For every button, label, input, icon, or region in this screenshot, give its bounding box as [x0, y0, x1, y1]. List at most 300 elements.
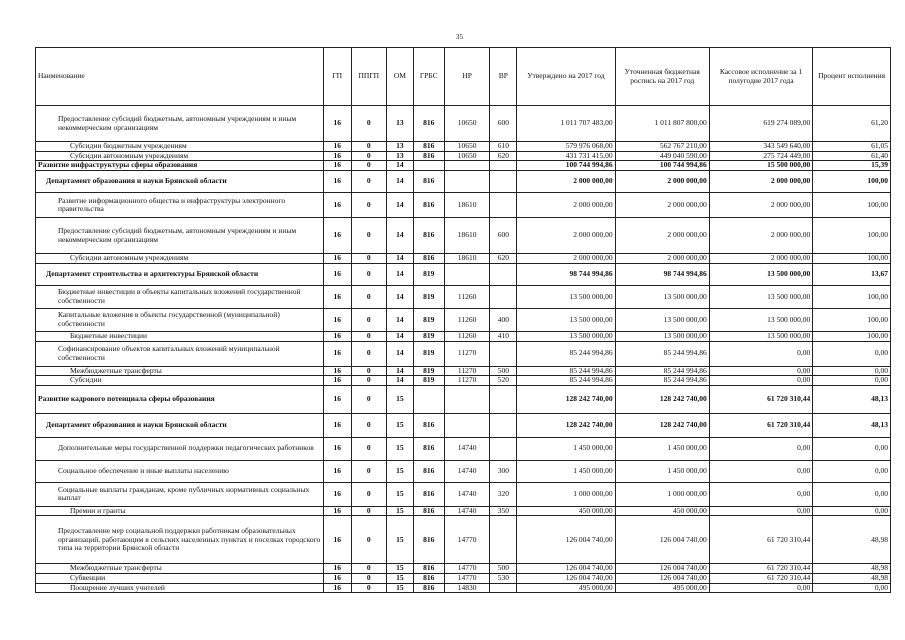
table-cell-name: Департамент строительства и архитектуры Брянской области [36, 263, 324, 285]
table-cell-refined: 449 040 590,00 [615, 151, 709, 161]
table-cell-cash: 0,00 [709, 437, 813, 460]
header-om: ОМ [386, 48, 413, 106]
table-cell-name: Бюджетные инвестиции в объекты капитальных вложений государственной собственности [36, 285, 324, 308]
table-cell-gp: 16 [323, 482, 351, 506]
table-row [36, 506, 891, 516]
table-cell-om: 14 [386, 308, 413, 331]
table-cell-grbs: 819 [413, 376, 444, 386]
table-row [36, 218, 891, 254]
table-cell-refined: 495 000,00 [615, 583, 709, 593]
table-cell-cash: 13 500 000,00 [709, 285, 813, 308]
table-cell-cash: 13 500 000,00 [709, 263, 813, 285]
header-percent: Процент исполнения [813, 48, 891, 106]
table-row [36, 254, 891, 264]
table-cell-approved: 1 011 707 483,00 [517, 106, 615, 142]
table-cell-cash: 15 500 000,00 [709, 161, 813, 171]
table-row [36, 341, 891, 366]
table-cell-ppgp: 0 [351, 263, 386, 285]
table-cell-cash: 61 720 310,44 [709, 385, 813, 413]
table-cell-grbs: 816 [413, 413, 444, 437]
table-cell-approved: 128 242 740,00 [517, 385, 615, 413]
table-cell-vr: 320 [490, 482, 517, 506]
table-row [36, 460, 891, 482]
table-cell-nr: 18610 [444, 193, 490, 218]
table-cell-cash: 343 549 640,00 [709, 142, 813, 152]
table-cell-name: Социальное обеспечение и иные выплаты населению [36, 460, 324, 482]
table-cell-percent: 61,05 [813, 142, 891, 152]
header-refined: Уточненная бюджетная роспись на 2017 год [615, 48, 709, 106]
table-cell-gp: 16 [323, 376, 351, 386]
table-cell-cash: 61 720 310,44 [709, 516, 813, 564]
table-cell-refined: 13 500 000,00 [615, 285, 709, 308]
table-cell-ppgp: 0 [351, 413, 386, 437]
table-row [36, 193, 891, 218]
table-cell-vr [490, 161, 517, 171]
table-cell-nr: 10650 [444, 151, 490, 161]
table-cell-refined: 13 500 000,00 [615, 308, 709, 331]
table-cell-grbs [413, 385, 444, 413]
table-cell-om: 13 [386, 106, 413, 142]
table-cell-grbs: 816 [413, 506, 444, 516]
table-cell-nr: 14740 [444, 506, 490, 516]
table-cell-refined: 2 000 000,00 [615, 254, 709, 264]
table-cell-cash: 2 000 000,00 [709, 193, 813, 218]
table-cell-refined: 13 500 000,00 [615, 331, 709, 341]
table-cell-gp: 16 [323, 437, 351, 460]
table-cell-percent: 100,00 [813, 285, 891, 308]
table-cell-om: 14 [386, 376, 413, 386]
table-cell-refined: 2 000 000,00 [615, 171, 709, 193]
table-cell-nr [444, 263, 490, 285]
table-cell-om: 14 [386, 193, 413, 218]
table-cell-ppgp: 0 [351, 285, 386, 308]
table-row [36, 516, 891, 564]
table-cell-ppgp: 0 [351, 341, 386, 366]
table-cell-ppgp: 0 [351, 366, 386, 376]
table-cell-percent: 100,00 [813, 331, 891, 341]
table-cell-ppgp: 0 [351, 218, 386, 254]
table-cell-vr [490, 193, 517, 218]
header-ppgp: ППГП [351, 48, 386, 106]
table-row [36, 376, 891, 386]
table-cell-name: Департамент образования и науки Брянской области [36, 413, 324, 437]
table-row [36, 161, 891, 171]
table-cell-grbs: 816 [413, 218, 444, 254]
table-cell-percent: 48,13 [813, 385, 891, 413]
page-number: 35 [456, 33, 463, 41]
table-cell-vr: 620 [490, 254, 517, 264]
table-cell-nr: 18610 [444, 254, 490, 264]
table-cell-gp: 16 [323, 583, 351, 593]
table-row [36, 583, 891, 593]
table-cell-ppgp: 0 [351, 574, 386, 584]
table-cell-gp: 16 [323, 460, 351, 482]
table-cell-cash: 61 720 310,44 [709, 574, 813, 584]
table-cell-name: Бюджетные инвестиции [36, 331, 324, 341]
table-cell-vr: 620 [490, 151, 517, 161]
table-cell-name: Развитие инфраструктуры сферы образования [36, 161, 324, 171]
table-cell-approved: 85 244 994,86 [517, 376, 615, 386]
table-cell-refined: 1 000 000,00 [615, 482, 709, 506]
table-cell-approved: 128 242 740,00 [517, 413, 615, 437]
table-cell-cash: 0,00 [709, 583, 813, 593]
table-cell-name: Поощрение лучших учителей [36, 583, 324, 593]
table-cell-grbs: 816 [413, 574, 444, 584]
header-approved: Утверждено на 2017 год [517, 48, 615, 106]
table-cell-nr: 10650 [444, 142, 490, 152]
table-cell-cash: 13 500 000,00 [709, 331, 813, 341]
table-cell-percent: 100,00 [813, 171, 891, 193]
table-cell-name: Капитальные вложения в объекты государственной (муниципальной) собственности [36, 308, 324, 331]
table-row [36, 151, 891, 161]
table-cell-gp: 16 [323, 106, 351, 142]
table-cell-percent: 0,00 [813, 460, 891, 482]
table-cell-vr: 600 [490, 106, 517, 142]
table-cell-refined: 2 000 000,00 [615, 218, 709, 254]
table-cell-nr: 14770 [444, 574, 490, 584]
table-cell-approved: 85 244 994,86 [517, 366, 615, 376]
table-cell-grbs: 819 [413, 308, 444, 331]
table-cell-cash: 2 000 000,00 [709, 171, 813, 193]
table-cell-ppgp: 0 [351, 482, 386, 506]
table-cell-ppgp: 0 [351, 376, 386, 386]
table-cell-ppgp: 0 [351, 308, 386, 331]
table-cell-percent: 0,00 [813, 366, 891, 376]
table-cell-approved: 2 000 000,00 [517, 254, 615, 264]
table-cell-nr: 11270 [444, 376, 490, 386]
table-cell-nr: 14740 [444, 460, 490, 482]
table-cell-om: 15 [386, 574, 413, 584]
table-cell-nr [444, 171, 490, 193]
table-cell-grbs [413, 161, 444, 171]
table-cell-cash: 0,00 [709, 506, 813, 516]
table-cell-grbs: 816 [413, 106, 444, 142]
table-cell-approved: 13 500 000,00 [517, 331, 615, 341]
table-cell-grbs: 816 [413, 171, 444, 193]
table-cell-grbs: 819 [413, 366, 444, 376]
table-cell-grbs: 816 [413, 482, 444, 506]
table-cell-ppgp: 0 [351, 106, 386, 142]
table-cell-percent: 15,39 [813, 161, 891, 171]
table-cell-nr: 14770 [444, 564, 490, 574]
table-cell-vr [490, 516, 517, 564]
table-cell-grbs: 816 [413, 254, 444, 264]
table-cell-vr: 520 [490, 376, 517, 386]
table-cell-approved: 1 450 000,00 [517, 437, 615, 460]
table-cell-approved: 126 004 740,00 [517, 564, 615, 574]
table-cell-om: 15 [386, 385, 413, 413]
table-cell-gp: 16 [323, 516, 351, 564]
table-row [36, 482, 891, 506]
table-cell-name: Департамент образования и науки Брянской области [36, 171, 324, 193]
table-cell-nr [444, 385, 490, 413]
table-cell-ppgp: 0 [351, 583, 386, 593]
table-cell-vr: 300 [490, 460, 517, 482]
table-cell-approved: 98 744 994,86 [517, 263, 615, 285]
budget-table [35, 47, 891, 593]
table-cell-name: Предоставление мер социальной поддержки работникам образовательных организаций, работающим в сельских населенных пунктах и поселках городского типа на территории Брянской области [36, 516, 324, 564]
table-cell-refined: 100 744 994,86 [615, 161, 709, 171]
table-cell-refined: 126 004 740,00 [615, 574, 709, 584]
table-cell-approved: 1 000 000,00 [517, 482, 615, 506]
table-cell-name: Развитие кадрового потенциала сферы образования [36, 385, 324, 413]
table-cell-vr: 400 [490, 308, 517, 331]
table-cell-percent: 61,20 [813, 106, 891, 142]
table-cell-approved: 2 000 000,00 [517, 171, 615, 193]
table-cell-refined: 450 000,00 [615, 506, 709, 516]
table-cell-percent: 100,00 [813, 254, 891, 264]
table-row [36, 331, 891, 341]
table-cell-gp: 16 [323, 285, 351, 308]
table-cell-nr [444, 161, 490, 171]
table-cell-ppgp: 0 [351, 254, 386, 264]
table-cell-cash: 61 720 310,44 [709, 564, 813, 574]
table-cell-name: Предоставление субсидий бюджетным, автономным учреждениям и иным некоммерческим организациям [36, 218, 324, 254]
table-cell-nr: 11270 [444, 366, 490, 376]
table-cell-cash: 0,00 [709, 376, 813, 386]
table-cell-vr: 530 [490, 574, 517, 584]
table-row [36, 263, 891, 285]
table-cell-vr: 600 [490, 218, 517, 254]
table-cell-cash: 0,00 [709, 482, 813, 506]
table-cell-percent: 0,00 [813, 437, 891, 460]
table-cell-refined: 562 767 210,00 [615, 142, 709, 152]
table-cell-grbs: 816 [413, 516, 444, 564]
table-cell-percent: 0,00 [813, 506, 891, 516]
header-gp: ГП [323, 48, 351, 106]
table-cell-ppgp: 0 [351, 385, 386, 413]
table-cell-name: Премии и гранты [36, 506, 324, 516]
table-cell-name: Развитие информационного общества и инфраструктуры электронного правительства [36, 193, 324, 218]
table-row [36, 564, 891, 574]
header-name: Наименование [36, 48, 324, 106]
table-cell-nr: 11270 [444, 341, 490, 366]
table-cell-gp: 16 [323, 151, 351, 161]
table-cell-nr: 11260 [444, 308, 490, 331]
table-cell-grbs: 816 [413, 564, 444, 574]
table-cell-refined: 85 244 994,86 [615, 341, 709, 366]
table-cell-vr: 500 [490, 366, 517, 376]
table-cell-name: Субсидии автономным учреждениям [36, 254, 324, 264]
table-cell-approved: 579 976 068,00 [517, 142, 615, 152]
table-cell-vr: 610 [490, 142, 517, 152]
table-cell-percent: 48,98 [813, 574, 891, 584]
table-cell-approved: 450 000,00 [517, 506, 615, 516]
table-cell-gp: 16 [323, 263, 351, 285]
table-row [36, 171, 891, 193]
table-cell-refined: 85 244 994,86 [615, 376, 709, 386]
table-cell-refined: 126 004 740,00 [615, 564, 709, 574]
table-cell-ppgp: 0 [351, 516, 386, 564]
table-cell-cash: 2 000 000,00 [709, 218, 813, 254]
table-cell-ppgp: 0 [351, 161, 386, 171]
table-cell-approved: 85 244 994,86 [517, 341, 615, 366]
table-cell-nr: 14770 [444, 516, 490, 564]
table-cell-om: 14 [386, 331, 413, 341]
table-cell-vr [490, 583, 517, 593]
table-cell-gp: 16 [323, 254, 351, 264]
table-cell-gp: 16 [323, 341, 351, 366]
table-cell-name: Субсидии бюджетным учреждениям [36, 142, 324, 152]
table-cell-ppgp: 0 [351, 331, 386, 341]
table-cell-ppgp: 0 [351, 171, 386, 193]
table-cell-grbs: 819 [413, 263, 444, 285]
table-cell-gp: 16 [323, 161, 351, 171]
table-cell-grbs: 816 [413, 193, 444, 218]
table-cell-percent: 48,98 [813, 516, 891, 564]
table-cell-approved: 495 000,00 [517, 583, 615, 593]
table-cell-name: Субвенции [36, 574, 324, 584]
table-row [36, 385, 891, 413]
table-cell-gp: 16 [323, 385, 351, 413]
table-cell-percent: 100,00 [813, 218, 891, 254]
table-cell-percent: 48,13 [813, 413, 891, 437]
table-cell-ppgp: 0 [351, 564, 386, 574]
table-cell-nr: 14740 [444, 482, 490, 506]
table-cell-cash: 619 274 089,00 [709, 106, 813, 142]
table-cell-om: 15 [386, 460, 413, 482]
table-cell-approved: 126 004 740,00 [517, 574, 615, 584]
table-row [36, 308, 891, 331]
table-cell-approved: 2 000 000,00 [517, 218, 615, 254]
table-cell-ppgp: 0 [351, 142, 386, 152]
table-cell-nr: 14830 [444, 583, 490, 593]
table-cell-om: 14 [386, 171, 413, 193]
table-cell-ppgp: 0 [351, 151, 386, 161]
table-cell-cash: 61 720 310,44 [709, 413, 813, 437]
table-cell-refined: 98 744 994,86 [615, 263, 709, 285]
table-row [36, 437, 891, 460]
table-cell-percent: 48,98 [813, 564, 891, 574]
table-cell-vr: 500 [490, 564, 517, 574]
table-cell-om: 15 [386, 583, 413, 593]
table-cell-vr [490, 413, 517, 437]
table-cell-nr: 14740 [444, 437, 490, 460]
table-cell-vr [490, 285, 517, 308]
table-row [36, 142, 891, 152]
table-cell-ppgp: 0 [351, 506, 386, 516]
table-cell-percent: 100,00 [813, 193, 891, 218]
table-cell-refined: 128 242 740,00 [615, 385, 709, 413]
table-cell-cash: 275 724 449,00 [709, 151, 813, 161]
table-row [36, 106, 891, 142]
table-cell-grbs: 816 [413, 460, 444, 482]
table-cell-cash: 13 500 000,00 [709, 308, 813, 331]
table-cell-grbs: 816 [413, 583, 444, 593]
table-row [36, 413, 891, 437]
table-cell-om: 15 [386, 564, 413, 574]
table-cell-cash: 2 000 000,00 [709, 254, 813, 264]
table-cell-om: 13 [386, 151, 413, 161]
table-cell-grbs: 816 [413, 151, 444, 161]
table-cell-nr: 11260 [444, 285, 490, 308]
table-cell-om: 15 [386, 437, 413, 460]
table-cell-name: Предоставление субсидий бюджетным, автономным учреждениям и иным некоммерческим организациям [36, 106, 324, 142]
table-cell-vr [490, 341, 517, 366]
table-cell-om: 14 [386, 218, 413, 254]
table-cell-nr: 10650 [444, 106, 490, 142]
table-cell-gp: 16 [323, 331, 351, 341]
table-cell-gp: 16 [323, 413, 351, 437]
table-cell-gp: 16 [323, 193, 351, 218]
table-cell-nr: 11260 [444, 331, 490, 341]
table-cell-cash: 0,00 [709, 341, 813, 366]
table-row [36, 366, 891, 376]
table-cell-percent: 13,67 [813, 263, 891, 285]
table-cell-refined: 85 244 994,86 [615, 366, 709, 376]
table-cell-cash: 0,00 [709, 366, 813, 376]
table-cell-om: 14 [386, 254, 413, 264]
table-cell-name: Межбюджетные трансферты [36, 564, 324, 574]
table-row [36, 574, 891, 584]
table-cell-percent: 61,40 [813, 151, 891, 161]
table-cell-gp: 16 [323, 564, 351, 574]
table-cell-name: Субсидии автономным учреждениям [36, 151, 324, 161]
table-cell-name: Социальные выплаты гражданам, кроме публичных нормативных социальных выплат [36, 482, 324, 506]
table-cell-refined: 1 450 000,00 [615, 460, 709, 482]
table-cell-gp: 16 [323, 366, 351, 376]
table-cell-approved: 126 004 740,00 [517, 516, 615, 564]
table-cell-ppgp: 0 [351, 437, 386, 460]
table-cell-om: 13 [386, 142, 413, 152]
table-cell-gp: 16 [323, 506, 351, 516]
table-cell-grbs: 816 [413, 437, 444, 460]
table-cell-percent: 100,00 [813, 308, 891, 331]
table-cell-percent: 0,00 [813, 376, 891, 386]
table-cell-ppgp: 0 [351, 460, 386, 482]
table-cell-om: 15 [386, 516, 413, 564]
table-cell-gp: 16 [323, 308, 351, 331]
table-cell-refined: 126 004 740,00 [615, 516, 709, 564]
table-row [36, 285, 891, 308]
table-cell-percent: 0,00 [813, 482, 891, 506]
table-cell-vr [490, 263, 517, 285]
table-cell-approved: 13 500 000,00 [517, 285, 615, 308]
table-cell-approved: 431 731 415,00 [517, 151, 615, 161]
table-cell-refined: 128 242 740,00 [615, 413, 709, 437]
header-cash: Кассовое исполнение за 1 полугодие 2017 года [709, 48, 813, 106]
table-cell-name: Софинансирование объектов капитальных вложений муниципальной собственности [36, 341, 324, 366]
table-cell-refined: 1 450 000,00 [615, 437, 709, 460]
table-cell-gp: 16 [323, 142, 351, 152]
table-cell-om: 15 [386, 506, 413, 516]
table-cell-gp: 16 [323, 574, 351, 584]
table-cell-om: 14 [386, 285, 413, 308]
table-cell-name: Субсидии [36, 376, 324, 386]
header-grbs: ГРБС [413, 48, 444, 106]
table-cell-om: 14 [386, 161, 413, 171]
table-cell-approved: 2 000 000,00 [517, 193, 615, 218]
table-cell-vr: 410 [490, 331, 517, 341]
table-cell-refined: 1 011 807 800,00 [615, 106, 709, 142]
table-cell-nr [444, 413, 490, 437]
header-vr: ВР [490, 48, 517, 106]
table-cell-gp: 16 [323, 218, 351, 254]
table-cell-nr: 18610 [444, 218, 490, 254]
header-nr: НР [444, 48, 490, 106]
table-cell-ppgp: 0 [351, 193, 386, 218]
table-cell-vr [490, 385, 517, 413]
table-cell-grbs: 819 [413, 341, 444, 366]
table-cell-percent: 0,00 [813, 341, 891, 366]
table-cell-om: 14 [386, 341, 413, 366]
table-cell-vr: 350 [490, 506, 517, 516]
table-cell-percent: 0,00 [813, 583, 891, 593]
table-cell-approved: 13 500 000,00 [517, 308, 615, 331]
header-row [36, 48, 891, 106]
table-cell-grbs: 816 [413, 142, 444, 152]
table-cell-name: Дополнительные меры государственной поддержки педагогических работников [36, 437, 324, 460]
